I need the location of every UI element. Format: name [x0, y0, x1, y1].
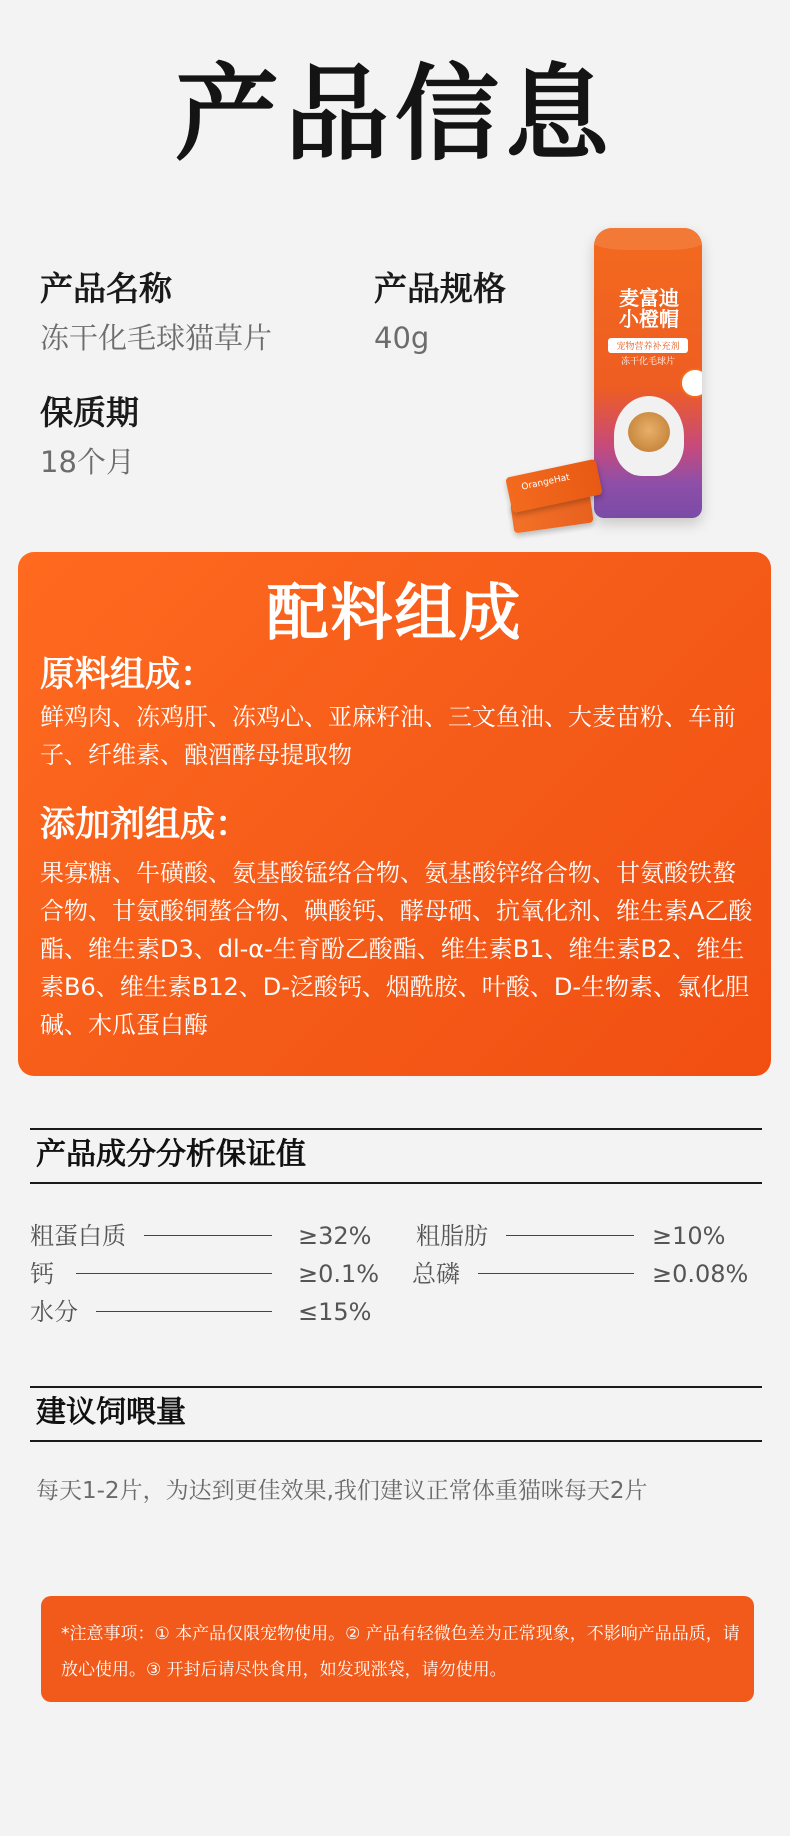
can-brand-line1: 麦富迪: [619, 286, 679, 310]
product-can-image: [594, 228, 702, 518]
ingredients-panel: [18, 552, 771, 1076]
nutrient-name: 粗蛋白质: [30, 1222, 126, 1250]
nutrient-value: ≥10%: [652, 1222, 726, 1250]
nutrient-name: 总磷: [412, 1260, 460, 1288]
product-spec-value: 40g: [374, 321, 430, 355]
additives-text: 果寡糖、牛磺酸、氨基酸锰络合物、氨基酸锌络合物、甘氨酸铁螯合物、甘氨酸铜螯合物、碘酸钙、酵母硒、抗氧化剂、维生素A乙酸酯、维生素D3、dl-α-生育酚乙酸酯、维生素B1、维生素B2、维生素B6、维生素B12、D-泛酸钙、烟酰胺、叶酸、D-生物素、氯化胆碱、木瓜蛋白酶: [40, 859, 753, 1039]
nutrient-name: 钙: [30, 1260, 54, 1288]
feeding-text: 每天1-2片，为达到更佳效果,我们建议正常体重猫咪每天2片: [36, 1478, 648, 1504]
raw-materials-heading: 原料组成：: [40, 655, 216, 695]
pack-label: OrangeHat: [520, 472, 571, 493]
section-divider: [30, 1128, 762, 1130]
section-divider: [30, 1440, 762, 1442]
notice-panel: [41, 1596, 754, 1702]
section-divider: [30, 1386, 762, 1388]
can-brand-line2: 小橙帽: [619, 307, 679, 331]
product-name-label: 产品名称: [40, 269, 172, 308]
nutrient-name: 水分: [30, 1298, 78, 1326]
nutrient-value: ≥0.08%: [652, 1260, 749, 1288]
can-badge-icon: [680, 368, 702, 398]
leader-line: [478, 1273, 634, 1274]
feeding-title: 建议饲喂量: [36, 1395, 186, 1430]
cat-face-icon: [628, 412, 670, 452]
shelf-life-value: 18个月: [40, 445, 135, 479]
can-subtitle: 宠物营养补充剂: [608, 338, 688, 353]
leader-line: [96, 1311, 272, 1312]
shelf-life-label: 保质期: [40, 393, 139, 432]
cat-astronaut-icon: [614, 396, 684, 476]
nutrient-value: ≥0.1%: [298, 1260, 380, 1288]
nutrient-value: ≥32%: [298, 1222, 372, 1250]
notice-text: *注意事项：① 本产品仅限宠物使用。② 产品有轻微色差为正常现象，不影响产品品质，请放心使用。③ 开封后请尽快食用，如发现涨袋，请勿使用。: [61, 1624, 740, 1680]
can-brand: [606, 288, 692, 330]
page-title: 产品信息: [174, 53, 615, 175]
ingredients-title: 配料组成: [266, 576, 523, 649]
can-subtitle2: 冻干化毛球片: [620, 357, 675, 367]
nutrient-value: ≤15%: [298, 1298, 372, 1326]
leader-line: [506, 1235, 634, 1236]
raw-materials-text: 鲜鸡肉、冻鸡肝、冻鸡心、亚麻籽油、三文鱼油、大麦苗粉、车前子、纤维素、酿酒酵母提取物: [40, 703, 736, 769]
can-lid: [594, 228, 702, 250]
leader-line: [76, 1273, 272, 1274]
analysis-title: 产品成分分析保证值: [36, 1137, 306, 1172]
product-name-value: 冻干化毛球猫草片: [40, 321, 273, 355]
additives-heading: 添加剂组成：: [40, 805, 251, 845]
product-spec-label: 产品规格: [374, 269, 506, 308]
section-divider: [30, 1182, 762, 1184]
leader-line: [144, 1235, 272, 1236]
nutrient-name: 粗脂肪: [416, 1222, 488, 1250]
